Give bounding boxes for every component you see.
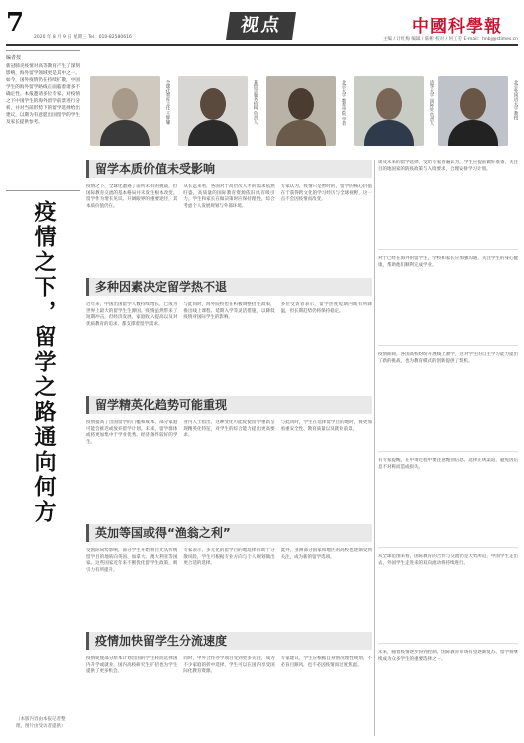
article-section: [86, 160, 372, 270]
section-title: 视点: [226, 12, 296, 40]
paragraph: 疫情提高了出国留学的门槛和成本，部分家庭可能会推迟或放弃留学计划。未来，留学群体或将更加集中于学业优秀、经济条件较好的学生。: [86, 420, 178, 445]
portrait-photo: [438, 76, 508, 146]
paragraph: 谈及未来的留学选择，受访专家普遍认为，学生应提前做好准备，关注目的地国家的防疫政策与入境要求，合理安排学习计划。: [378, 160, 518, 172]
side-block: [378, 160, 518, 250]
photo-caption: 北京大学 教育学院 学者: [341, 80, 346, 126]
page-number: 7: [6, 8, 25, 38]
credit-note: （本版内容由本报记者整理，图片由受访者提供）: [16, 717, 66, 729]
paragraph: 疫情之下，全球化遭遇了前所未有的挑战，但国际教育交流的基本格局并未发生根本改变。留学作为增长见识、开阔眼界的重要途径，其本质价值仍在。: [86, 184, 178, 209]
photo-caption: 全球化智库主任 王辉耀: [165, 80, 170, 125]
photo-caption: 某留学服务机构 负责人: [253, 80, 258, 125]
portrait-photo: [266, 76, 336, 146]
paragraph: 从全球范围来看，国际教育的合作与交流仍是大势所趋，中国学生走出去、外国学生走进来的双向流动将持续进行。: [378, 554, 518, 566]
main-headline: 疫情之下，留学之路通向何方: [31, 200, 57, 525]
portrait-photo: [354, 76, 424, 146]
article-section: [86, 278, 372, 388]
paragraph: 疫情期间，各国高校纷纷开展线上教学，这对学生的自主学习能力提出了新的挑战，也为教育模式的创新提供了契机。: [378, 352, 518, 364]
paragraph: 专家表示，多元化的留学目的地选择有助于分散风险，学生可根据专业方向与个人规划做出更合适的选择。: [183, 548, 275, 567]
paragraph: 受国际局势影响，部分学生开始将目光从传统留学目的地转向英国、加拿大、澳大利亚等国家。这些国家近年来不断优化留学生政策，吸引力有所提升。: [86, 548, 178, 573]
editor-info: 主编 / 计红梅 编辑 / 陈彬 校对 / 何工劳 E-mail：hnbj@stimes.cn: [383, 37, 518, 42]
side-block: [378, 650, 518, 740]
article-section: [86, 524, 372, 624]
paragraph: 有专家提醒，在申请过程中要注意甄别信息，选择正规渠道，避免因信息不对称而造成损失。: [378, 458, 518, 470]
paragraph: 同时，中外合作办学项目受到更多关注，成为不少家庭的折中选择，学生可以在国内享受国际化教育资源。: [183, 656, 275, 675]
paragraph: 对于已经在海外的留学生，学校和家长应加强沟通，关注学生的身心健康，帮助他们顺利完成学业。: [378, 256, 518, 268]
interviewee-photos: [86, 76, 518, 150]
photo-caption: 清华大学 国际处 负责人: [429, 80, 434, 126]
paragraph: 与此同时，海外院校也在积极调整招生政策，推出线上课程、延期入学等灵活措施，以降低疫情对国际学生的影响。: [183, 302, 275, 321]
photo-caption: 北京外国语大学 教授: [513, 80, 518, 121]
paragraph: 近年来，中国出国留学人数持续增长，已成为世界上最大的留学生生源国。疫情虽然带来了短期冲击，但经济发展、家庭收入提高以及对优质教育的追求，都支撑着留学需求。: [86, 302, 178, 327]
section-heading: 留学本质价值未受影响: [86, 160, 372, 178]
portrait-photo: [90, 76, 160, 146]
paragraph: 与此同时，学生在选择留学目的地时，将更加看重安全性、教育质量以及就业前景。: [280, 420, 372, 432]
paragraph: 疫情促使部分原本计划出国的学生转而选择国内升学或就业，国内高校研究生扩招也为学生提供了更多机会。: [86, 656, 178, 675]
dateline: 2020 年 8 月 9 日 星期三 Tel：010-82580616: [34, 35, 132, 40]
side-block: [378, 352, 518, 452]
paragraph: 此外，亚洲部分国家和地区的高校也逐渐受到关注，成为新的留学选项。: [280, 548, 372, 560]
section-heading: 留学精英化趋势可能重现: [86, 396, 372, 414]
paragraph: 从长远来看，各国对于高层次人才的需求依然旺盛，高质量的国际教育资源依旧具有吸引力。学生和家长在做决策时应保持理性，综合考虑个人发展规划与外部环境。: [183, 184, 275, 209]
paragraph: 专家认为，疫情只是暂时的，留学的核心价值在于获得跨文化的学习经历与全球视野，这一点不会因疫情而改变。: [280, 184, 372, 203]
editor-note-text: 新冠肺炎疫情对高等教育产生了深刻影响，海外留学领域更是其中之一。如今，国外疫情仍在持续扩散，中国学生的海外留学路线正面临着诸多不确定性。本报邀请多位专家，对疫情之下中国学生的海外留学前景进行分析，并对当前形势下的留学选择给出建议，以期为有意愿出国留学的学生及家长提供参考。: [6, 64, 80, 125]
editor-note-label: 编者按: [6, 55, 22, 61]
paragraph: 专家建议，学生应根据自身情况理性规划，不必盲目跟风，也不必因疫情而过度焦虑。: [280, 656, 372, 668]
article-section: [86, 396, 372, 516]
side-column: [378, 160, 518, 743]
paragraph: 多位受访者表示，留学热度短期内或有所降温，但长期趋势仍将保持稳定。: [280, 302, 372, 314]
side-block: [378, 554, 518, 644]
main-article: [86, 160, 372, 740]
section-heading: 多种因素决定留学热不退: [86, 278, 372, 296]
editor-note-box: [6, 50, 80, 191]
paragraph: 业内人士指出，这种变化可能促使留学重新呈现精英化特征，对学生的综合能力提出更高要求。: [183, 420, 275, 439]
newspaper-logo: 中國科學報: [412, 17, 502, 37]
masthead-rule: [6, 44, 518, 46]
left-column: [6, 50, 80, 736]
side-block: [378, 256, 518, 346]
section-heading: 英加等国或得“渔翁之利”: [86, 524, 372, 542]
paragraph: 未来，随着疫情逐步得到控制，国际教育市场有望逐渐复苏，留学将继续成为众多学生的重要选择之一。: [378, 650, 518, 662]
section-heading: 疫情加快留学生分流速度: [86, 632, 372, 650]
article-section: [86, 632, 372, 732]
column-divider: [374, 160, 375, 736]
portrait-photo: [178, 76, 248, 146]
side-block: [378, 458, 518, 548]
